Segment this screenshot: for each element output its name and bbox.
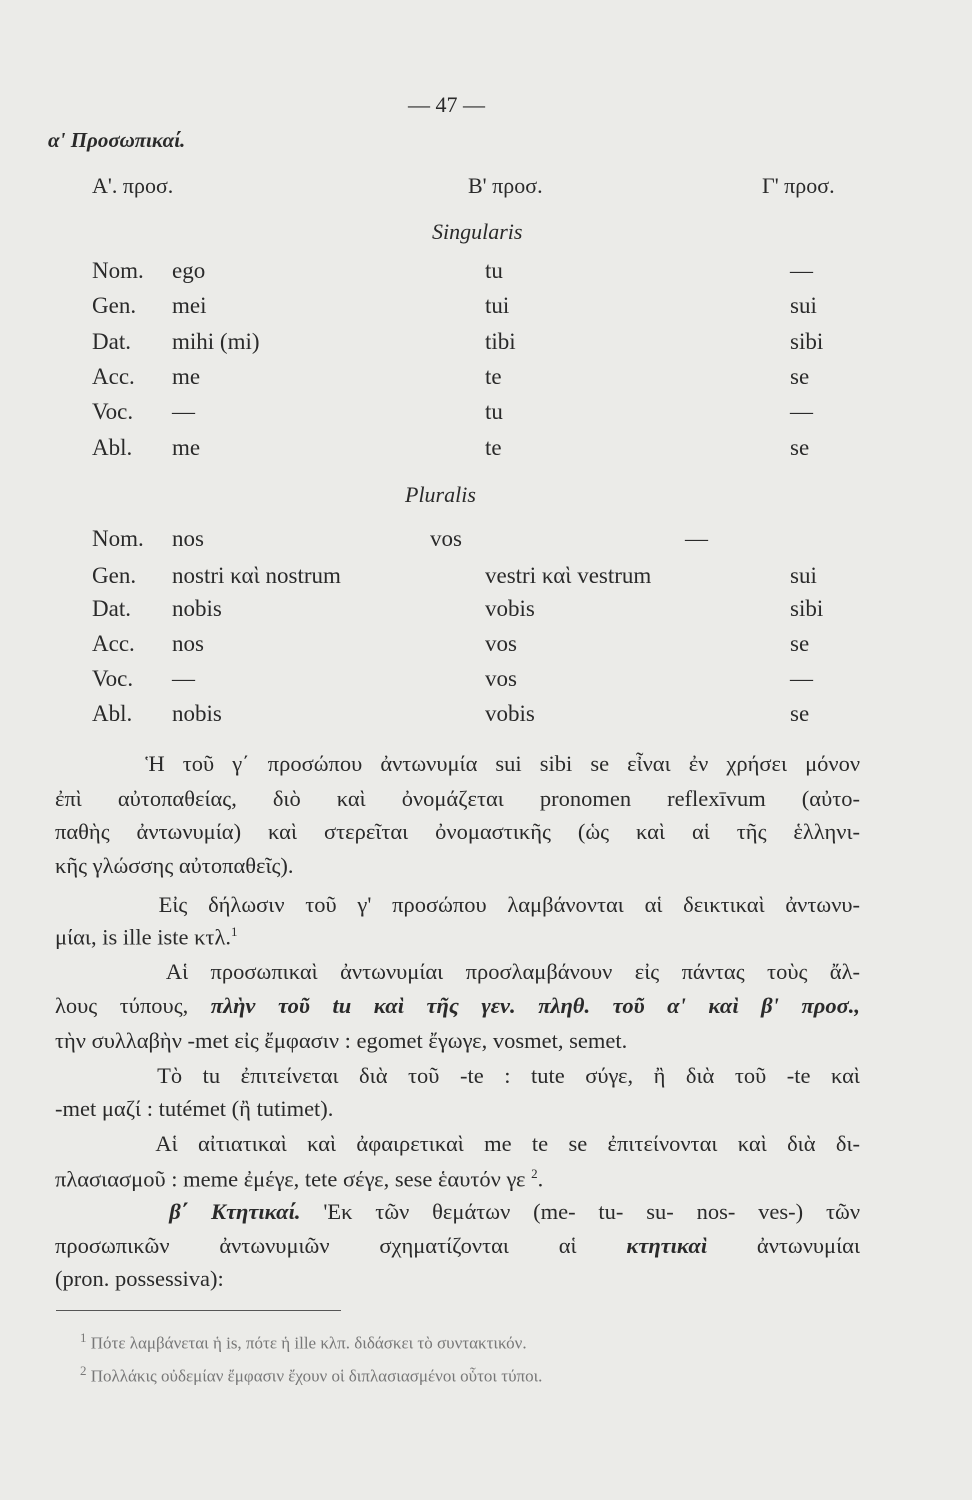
body-line: Τὸ tu ἐπιτείνεται διὰ τοῦ -te : tute σύγε, ἢ διὰ τοῦ -te καὶ	[55, 1063, 860, 1088]
case-label: Dat.	[92, 329, 131, 354]
singular-label: Singularis	[432, 219, 523, 244]
third-person-form: sibi	[790, 329, 824, 354]
body-line: (pron. possessiva):	[55, 1266, 224, 1291]
third-person-form: se	[790, 701, 810, 726]
body-line: Εἰς δήλωσιν τοῦ γ' προσώπου λαμβάνονται αἱ δεικτικαὶ ἀντωνυ-	[55, 892, 860, 917]
third-person-form: sui	[790, 563, 817, 588]
body-line-text: ἀντωνυμίαι	[756, 1233, 861, 1258]
body-line: παθὴς ἀντωνυμία) καὶ στερεῖται ὀνομαστικῆς (ὡς καὶ αἱ τῆς ἑλληνι-	[55, 819, 860, 844]
third-person-form: —	[790, 666, 813, 691]
column-header-second-person: Β' προσ.	[468, 173, 543, 198]
body-line: Ἡ τοῦ γ΄ προσώπου ἀντωνυμία sui sibi se εἶναι ἐν χρήσει μόνον	[55, 751, 860, 776]
case-label: Nom.	[92, 258, 144, 283]
second-person-form: vos	[430, 526, 462, 551]
first-person-form: ego	[172, 258, 206, 283]
column-header-first-person: Α'. προσ.	[92, 173, 174, 198]
second-person-form: te	[485, 435, 502, 460]
second-person-form: te	[485, 364, 502, 389]
third-person-form: —	[685, 526, 708, 551]
body-line: -met μαζί : tutémet (ἢ tutimet).	[55, 1096, 334, 1121]
third-person-form: se	[790, 435, 810, 460]
first-person-form: nobis	[172, 701, 222, 726]
body-line	[55, 924, 860, 951]
second-person-form: tui	[485, 293, 510, 318]
second-person-form: vestri καὶ vestrum	[485, 563, 652, 588]
case-label: Gen.	[92, 563, 137, 588]
case-label: Abl.	[92, 701, 133, 726]
second-person-form: vobis	[485, 701, 535, 726]
first-person-form: nos	[172, 526, 204, 551]
case-label: Dat.	[92, 596, 131, 621]
body-line-text: λους τύπους,	[55, 993, 189, 1018]
body-line: κῆς γλώσσης αὐτοπαθεῖς).	[55, 853, 294, 878]
third-person-form: se	[790, 631, 810, 656]
footnote-ref: 1	[231, 924, 238, 939]
third-person-form: —	[790, 258, 813, 283]
body-line: Αἱ προσωπικαὶ ἀντωνυμίαι προσλαμβάνουν εἰς πάντας τοὺς ἄλ-	[55, 959, 860, 984]
third-person-form: sibi	[790, 596, 824, 621]
second-person-form: tu	[485, 258, 503, 283]
case-label: Gen.	[92, 293, 137, 318]
body-line	[55, 993, 860, 1019]
first-person-form: —	[172, 666, 195, 691]
first-person-form: nostri καὶ nostrum	[172, 563, 341, 588]
second-person-form: vos	[485, 631, 517, 656]
case-label: Nom.	[92, 526, 144, 551]
first-person-form: me	[172, 435, 201, 460]
case-label: Voc.	[92, 666, 134, 691]
section-title: α' Προσωπικαί.	[48, 128, 186, 152]
bold-phrase: κτητικαὶ	[626, 1233, 708, 1258]
footnote-rule	[56, 1310, 341, 1311]
second-person-form: tu	[485, 399, 503, 424]
body-line: πλασιασμοῦ : meme ἐμέγε, tete σέγε, sese ἑαυτόν γε $^2$.	[55, 1166, 544, 1192]
footnote-2: $^2$ Πολλάκις οὐδεμίαν ἔμφασιν ἔχουν οἱ διπλασιασμένοι οὗτοι τύποι.	[80, 1363, 543, 1386]
plural-label: Pluralis	[405, 482, 476, 507]
body-line-text: μίαι, is ille iste κτλ.	[55, 924, 231, 950]
first-person-form: mihi (mi)	[172, 329, 260, 354]
body-line: Αἱ αἰτιατικαὶ καὶ ἀφαιρετικαὶ me te se ἐπιτείνονται καὶ διὰ δι-	[55, 1131, 860, 1156]
case-label: Voc.	[92, 399, 134, 424]
column-header-third-person: Γ' προσ.	[762, 173, 835, 198]
second-person-form: vos	[485, 666, 517, 691]
first-person-form: mei	[172, 293, 207, 318]
first-person-form: —	[172, 399, 195, 424]
subheading-possessive: β΄ Κτητικαί.	[169, 1199, 301, 1224]
footnote-ref: 2	[531, 1166, 538, 1181]
body-line	[55, 1199, 860, 1225]
second-person-form: vobis	[485, 596, 535, 621]
second-person-form: tibi	[485, 329, 516, 354]
third-person-form: —	[790, 399, 813, 424]
body-line	[55, 1233, 860, 1259]
footnote-1: $^1$ Πότε λαμβάνεται ἡ is, πότε ἡ ille κλπ. διδάσκει τὸ συντακτικόν.	[80, 1330, 527, 1353]
case-label: Abl.	[92, 435, 133, 460]
case-label: Acc.	[92, 631, 135, 656]
first-person-form: nobis	[172, 596, 222, 621]
first-person-form: me	[172, 364, 201, 389]
third-person-form: sui	[790, 293, 817, 318]
body-line-text: 'Εκ τῶν θεμάτων (me- tu- su- nos- ves-) τῶν	[323, 1199, 861, 1224]
body-line-text: πλασιασμοῦ : meme ἐμέγε, tete σέγε, sese ἑαυτόν γε	[55, 1166, 526, 1192]
body-line-text: προσωπικῶν ἀντωνυμιῶν σχηματίζονται αἱ	[55, 1233, 577, 1258]
third-person-form: se	[790, 364, 810, 389]
body-line: τὴν συλλαβὴν -met εἰς ἔμφασιν : egomet ἔγωγε, vosmet, semet.	[55, 1028, 628, 1053]
case-label: Acc.	[92, 364, 135, 389]
body-line: ἐπὶ αὐτοπαθείας, διὸ καὶ ὀνομάζεται pronomen reflexīvum (αὐτο-	[55, 786, 860, 811]
bold-phrase: πλὴν τοῦ tu καὶ τῆς γεν. πληθ. τοῦ α' καὶ β' προσ.,	[210, 993, 860, 1018]
first-person-form: nos	[172, 631, 204, 656]
page-number: — 47 —	[408, 92, 485, 117]
